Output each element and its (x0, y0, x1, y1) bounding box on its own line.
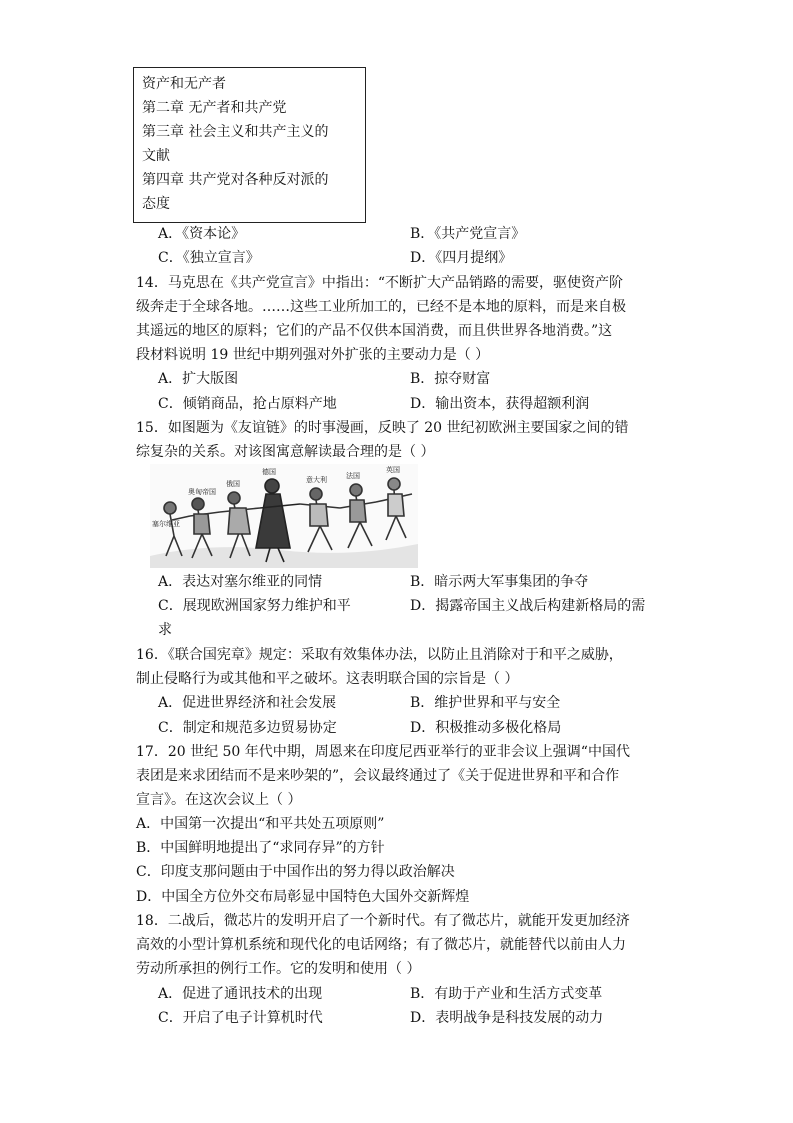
q16-option-d[interactable]: D．积极推动多极化格局 (410, 720, 562, 736)
cartoon-label: 德国 (262, 468, 276, 476)
q18-option-b[interactable]: B．有助于产业和生活方式变革 (410, 986, 603, 1002)
q16-stem-line: 16．《联合国宪章》规定：采取有效集体办法，以防止且消除对于和平之威胁， (136, 647, 623, 663)
q13-option-b[interactable]: B．《共产党宣言》 (410, 226, 526, 242)
q15-option-c[interactable]: C．展现欧洲国家努力维护和平 (158, 598, 351, 614)
q17-stem-line: 宣言》。在这次会议上（ ） (136, 792, 302, 808)
q18-stem-line: 高效的小型计算机系统和现代化的电话网络；有了微芯片，就能替代以前由人力 (136, 937, 626, 953)
q15-option-d[interactable]: D．揭露帝国主义战后构建新格局的需 (410, 598, 646, 614)
q18-stem-line: 18．二战后，微芯片的发明开启了一个新时代。有了微芯片，就能开发更加经济 (136, 913, 630, 929)
q18-option-c[interactable]: C．开启了电子计算机时代 (158, 1010, 323, 1026)
q15-option-c-continued: 求 (158, 622, 172, 638)
q15-stem-line: 综复杂的关系。对该图寓意解读最合理的是（ ） (136, 444, 435, 460)
box-line: 第三章 社会主义和共产主义的 (142, 124, 329, 140)
q17-stem-line: 17．20 世纪 50 年代中期，周恩来在印度尼西亚举行的亚非会议上强调“中国代 (136, 744, 630, 760)
q14-option-d[interactable]: D．输出资本，获得超额利润 (410, 396, 590, 412)
cartoon-label: 意大利 (306, 476, 327, 484)
box-line: 第二章 无产者和共产党 (142, 100, 287, 116)
q15-stem-line: 15．如图题为《友谊链》的时事漫画，反映了 20 世纪初欧洲主要国家之间的错 (136, 420, 629, 436)
cartoon-label: 奥匈帝国 (188, 488, 216, 496)
q18-option-d[interactable]: D．表明战争是科技发展的动力 (410, 1010, 604, 1026)
q14-option-c[interactable]: C．倾销商品，抢占原料产地 (158, 396, 337, 412)
q15-option-a[interactable]: A．表达对塞尔维亚的同情 (158, 574, 323, 590)
q17-option-b[interactable]: B．中国鲜明地提出了“求同存异”的方针 (136, 840, 385, 856)
q17-option-c[interactable]: C．印度支那问题由于中国作出的努力得以政治解决 (136, 864, 455, 880)
source-material-box (133, 67, 366, 223)
box-line: 第四章 共产党对各种反对派的 (142, 172, 329, 188)
cartoon-label: 法国 (346, 472, 360, 480)
q14-stem-line: 14．马克思在《共产党宣言》中指出：“不断扩大产品销路的需要，驱使资产阶 (136, 275, 623, 291)
q15-option-b[interactable]: B．暗示两大军事集团的争夺 (410, 574, 589, 590)
q18-stem-line: 劳动所承担的例行工作。它的发明和使用（ ） (136, 961, 421, 977)
q13-option-d[interactable]: D．《四月提纲》 (410, 250, 513, 266)
q17-stem-line: 表团是来求团结而不是来吵架的”，会议最终通过了《关于促进世界和平和合作 (136, 768, 620, 784)
cartoon-label: 俄国 (226, 480, 240, 488)
q14-stem-line: 其遥远的地区的原料；它们的产品不仅供本国消费，而且供世界各地消费。”这 (136, 323, 613, 339)
cartoon-label: 英国 (386, 466, 400, 474)
q16-option-c[interactable]: C．制定和规范多边贸易协定 (158, 720, 337, 736)
box-line: 资产和无产者 (142, 76, 226, 92)
friendship-chain-cartoon (150, 464, 418, 568)
q14-option-a[interactable]: A．扩大版图 (158, 371, 239, 387)
q17-option-d[interactable]: D．中国全方位外交布局彰显中国特色大国外交新辉煌 (136, 889, 470, 905)
q16-option-b[interactable]: B．维护世界和平与安全 (410, 695, 561, 711)
box-line: 态度 (142, 196, 170, 212)
q17-option-a[interactable]: A．中国第一次提出“和平共处五项原则” (136, 816, 385, 832)
cartoon-label: 塞尔维亚 (152, 520, 180, 528)
q18-option-a[interactable]: A．促进了通讯技术的出现 (158, 986, 323, 1002)
box-line: 文献 (142, 148, 170, 164)
q14-stem-line: 级奔走于全球各地。……这些工业所加工的，已经不是本地的原料，而是来自极 (136, 299, 626, 315)
q13-option-a[interactable]: A．《资本论》 (158, 226, 246, 242)
q14-option-b[interactable]: B．掠夺财富 (410, 371, 491, 387)
q14-stem-line: 段材料说明 19 世纪中期列强对外扩张的主要动力是（ ） (136, 347, 490, 363)
q16-stem-line: 制止侵略行为或其他和平之破坏。这表明联合国的宗旨是（ ） (136, 671, 519, 687)
q16-option-a[interactable]: A．促进世界经济和社会发展 (158, 695, 337, 711)
q13-option-c[interactable]: C．《独立宣言》 (158, 250, 260, 266)
